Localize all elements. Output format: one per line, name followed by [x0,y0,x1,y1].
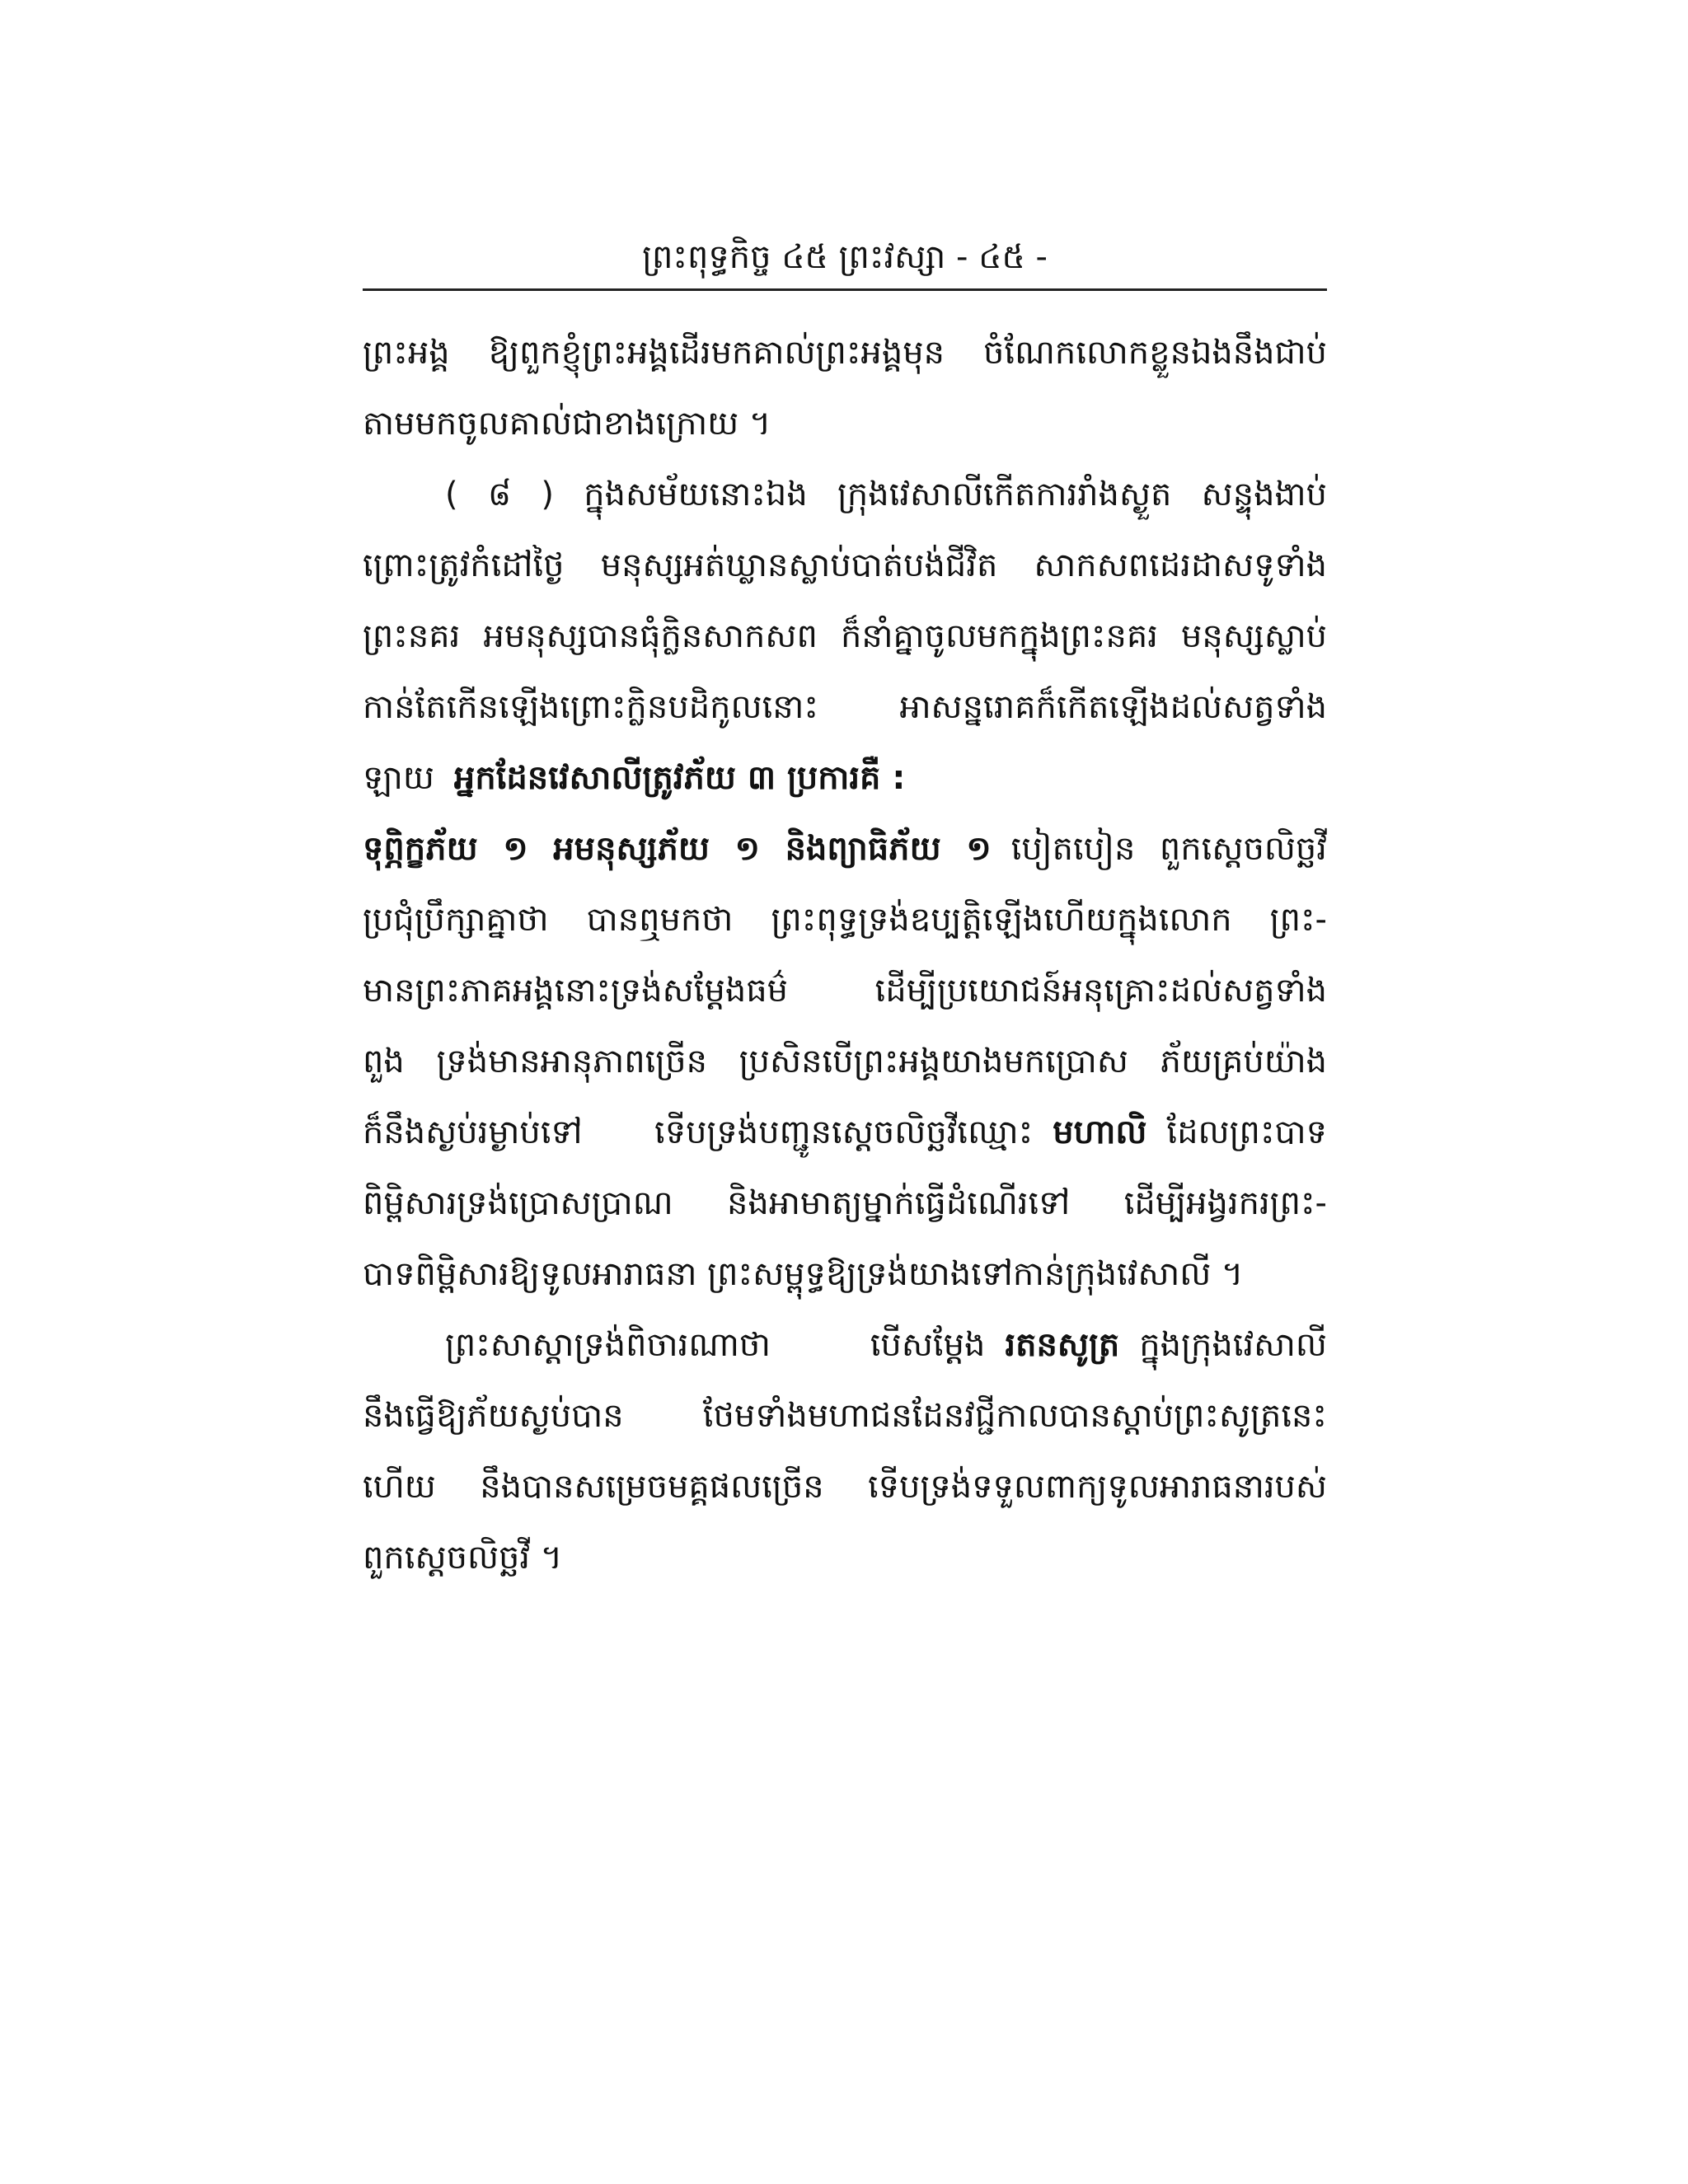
bold-text: អ្នកដែនវេសាលីត្រូវភ័យ ៣ ប្រការគឺ : [453,759,906,797]
text-line: តាមមកចូលគាល់ជាខាងក្រោយ ។ [363,405,771,443]
text-run: ដែលព្រះបាទ [1166,1113,1327,1151]
text-line: ពិម្ពិសារទ្រង់ប្រោសប្រាណ និងអាមាត្យម្នាក់ធ្វើដំណើរទៅ ដើម្បីអង្វរករព្រះ- [363,1184,1327,1222]
text-line: ពួកស្តេចលិច្ឆវី ។ [363,1539,563,1577]
text-line: ពួង ទ្រង់មានអានុភាពច្រើន ប្រសិនបើព្រះអង្គយាងមកប្រោស ភ័យគ្រប់យ៉ាង [363,1043,1327,1080]
text-line: ព្រះអង្គ ឱ្យពួកខ្ញុំព្រះអង្គដើរមកគាល់ព្រះអង្គមុន ចំណែកលោកខ្លួនឯងនឹងជាប់ [363,334,1327,372]
text-run: ឡាយ [363,759,434,797]
text-line: កាន់តែកើនឡើងព្រោះក្លិនបដិកូលនោះ អាសន្នរោគក៏កើតឡើងដល់សត្វទាំង [363,688,1327,726]
bold-text: មហាលិ [1053,1113,1147,1151]
text-run: ក៏នឹងស្ងប់រម្ងាប់ទៅ ទើបទ្រង់បញ្ជូនស្តេចលិច្ឆវីឈ្មោះ [363,1113,1034,1151]
text-line: ប្រជុំប្រឹក្សាគ្នាថា បានឮមកថា ព្រះពុទ្ធទ្រង់ឧប្បត្តិឡើងហើយក្នុងលោក ព្រះ- [363,901,1327,939]
paragraph-start-line: ( ៨ ) ក្នុងសម័យនោះឯង ក្រុងវេសាលីកើតការរាំងស្ងួត សន្ទុងងាប់ [445,476,1327,513]
text-run: ក្នុងក្រុងវេសាលី [1139,1326,1327,1364]
running-head: ព្រះពុទ្ធកិច្ច ៤៥ ព្រះវស្សា - ៤៥ - [642,238,1048,276]
header-rule [363,288,1327,291]
text-line: ព្រះនគរ អមនុស្សបានធុំក្លិនសាកសព ក៏នាំគ្នាចូលមកក្នុងព្រះនគរ មនុស្សស្លាប់ [363,617,1327,655]
text-line: បាទពិម្ពិសារឱ្យទូលអារាធនា ព្រះសម្ពុទ្ធឱ្យទ្រង់យាងទៅកាន់ក្រុងវេសាលី ។ [363,1255,1244,1293]
text-line: នឹងធ្វើឱ្យភ័យស្ងប់បាន ថែមទាំងមហាជនដែនវជ្ជីកាលបានស្តាប់ព្រះសូត្រនេះ [363,1397,1327,1435]
text-run: ព្រះសាស្តាទ្រង់ពិចារណាថា បើសម្តែង [445,1326,986,1364]
bold-text: រតនសូត្រ [1005,1326,1120,1364]
paragraph-start-line [363,1310,1327,1380]
text-line [363,813,1327,884]
text-line [363,1097,1327,1168]
text-line [363,743,1327,813]
text-line: មានព្រះភាគអង្គនោះទ្រង់សម្តែងធម៌ ដើម្បីប្រយោជន៍អនុគ្រោះដល់សត្វទាំង [363,972,1327,1010]
text-run: បៀតបៀន ពួកស្តេចលិច្ឆវី [1010,830,1327,868]
text-line: ព្រោះត្រូវកំដៅថ្ងៃ មនុស្សអត់ឃ្លានស្លាប់បាត់បង់ជីវិត សាកសពដេរដាសទូទាំង [363,546,1327,584]
text-line: ហើយ នឹងបានសម្រេចមគ្គផលច្រើន ទើបទ្រង់ទទួលពាក្យទូលអារាធនារបស់ [363,1468,1327,1506]
body-text [363,317,1327,1593]
bold-text: ទុព្ភិក្ខភ័យ ១ អមនុស្សភ័យ ១ និងព្យាធិភ័យ ១ [363,830,992,868]
